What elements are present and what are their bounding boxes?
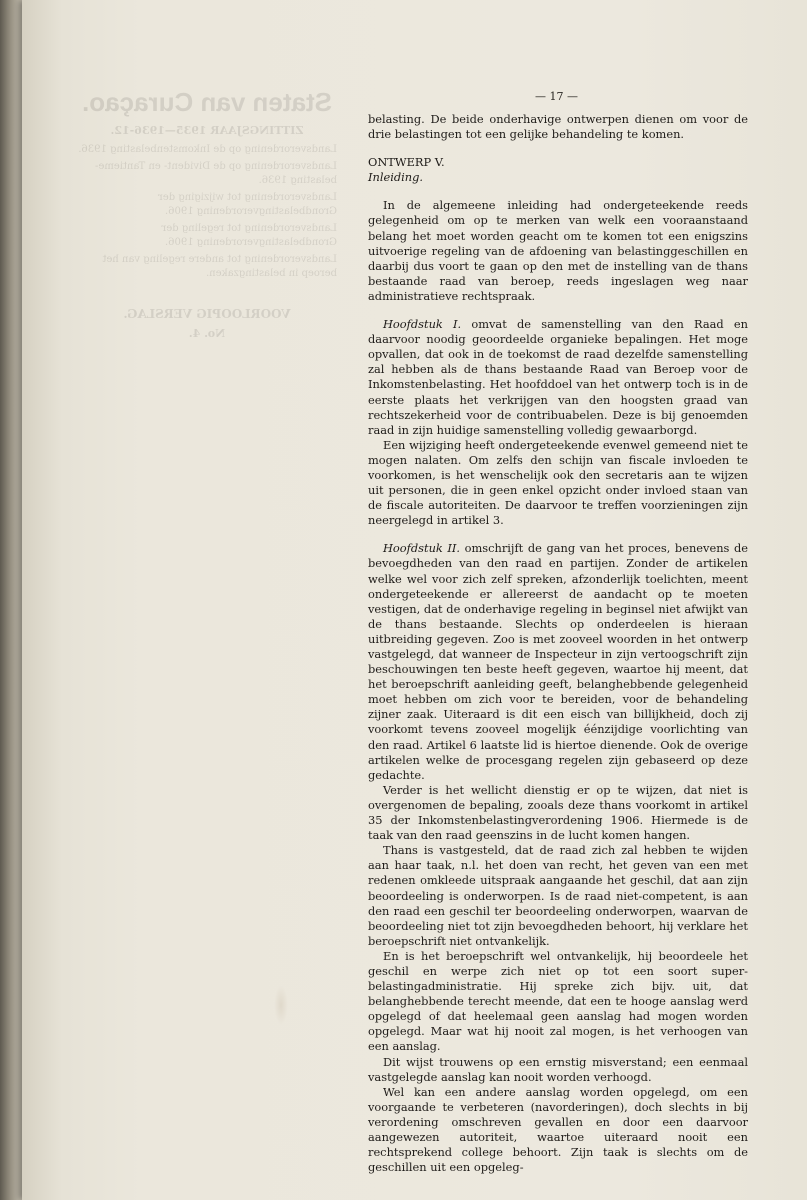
- paragraph: belasting. De beide onderhavige ontwerpen dienen om voor de drie belastingen tot een gelijke behandeling te komen.: [368, 112, 748, 142]
- chapter-label: Hoofdstuk I.: [383, 317, 462, 332]
- bleed-through-text: [77, 85, 337, 341]
- ghost-item: Landsverordening tot wijziging der Grondbelastingverordening 1906.: [158, 192, 337, 217]
- chapter-label: Hoofdstuk II.: [383, 541, 461, 556]
- paragraph: Thans is vastgesteld, dat de raad zich zal hebben te wijden aan haar taak, n.l. het doen van recht, het geven van een met redenen omkleede uitspraak aangaande het geschil, dat aan zijn beoordeeling is onderworpen. Is de raad niet-competent, is aan den raad een geschil ter beoordeeling onderworpen, waarvan de beoordeeling niet tot zijn bevoegdheden behoort, hij verklare het beroepschrift niet ontvankelijk.: [368, 843, 748, 948]
- ghost-title: Staten van Curaçao.: [82, 87, 332, 117]
- paragraph: Wel kan een andere aanslag worden opgelegd, om een voorgaande te verbeteren (navorderingen), doch slechts in bij verordening omschreven gevallen en door een daarvoor aangewezen autoriteit, waartoe uiteraard nooit een rechtsprekend college behoort. Zijn taak is slechts om de geschillen uit een opgeleg-: [368, 1084, 748, 1175]
- ghost-number: No. 4.: [188, 326, 226, 340]
- paragraph: En is het beroepschrift wel ontvankelijk, hij beoordeele het geschil en werpe zich niet op tot een soort super-belastingadministratie. Hij spreke zich bijv. uit, dat belanghebbende terecht meende, dat een te hooge aanslag werd opgelegd of dat heelemaal geen aanslag had mogen worden opgelegd. Maar wat hij nooit zal mogen, is het verhoogen van een aanslag.: [368, 948, 748, 1054]
- paragraph: Dit wijst trouwens op een ernstig misverstand; een eenmaal vastgelegde aanslag kan nooit worden verhoogd.: [368, 1054, 748, 1084]
- ghost-item: Landsverordening tot andere regeling van het beroep in belastingzaken.: [102, 254, 337, 279]
- section-heading: ONTWERP V.: [368, 155, 445, 170]
- ghost-item: Landsverordening op de Inkomstenbelasting 1936.: [78, 143, 337, 155]
- paper-stain: [274, 985, 288, 1025]
- paragraph: Verder is het wellicht dienstig er op te wijzen, dat niet is overgenomen de bepaling, zooals deze thans voorkomt in artikel 35 der Inkomstenbelastingverordening 1906. Hiermede is de taak van den raad geenszins in de lucht komen hangen.: [368, 782, 748, 843]
- paragraph: [368, 317, 748, 438]
- ghost-item: Landsverordening op de Divident- en Tantieme-belasting 1936.: [95, 161, 337, 186]
- ghost-heading: VOORLOOPIG VERSLAG.: [123, 307, 291, 322]
- paragraph-text: omschrijft de gang van het proces, benevens de bevoegdheden van den raad en partijen. Zonder de artikelen welke wel voor zich zelf spreken, afzonderlijk toelichten, meent ondergeteekende er allereerst de aandacht op te moeten vestigen, dat de onderhavige regeling in beginsel niet afwijkt van de thans bestaande. Slechts op onderdeelen is hieraan uitbreiding gegeven. Zoo is met zooveel woorden in het ontwerp vastgelegd, dat wanneer de Inspecteur in zijn vertoogschrift zijn beschouwingen ten beste heeft gegeven, waartoe hij meent, dat het beroepschrift aanleiding geeft, belanghebbende gelegenheid moet hebben om zich voor te bereiden, voor de behandeling zijner zaak. Uiteraard is dit een eisch van billijkheid, doch zij voorkomt tevens zooveel mogelijk éénzijdige voorlichting van den raad. Artikel 6 laatste lid is hiertoe dienende. Ook de overige artikelen welke de procesgang regelen zijn gebaseerd op deze gedachte.: [368, 541, 748, 782]
- paragraph: In de algemeene inleiding had ondergeteekende reeds gelegenheid om op te merken van welk een vooraanstaand belang het moet worden geacht om te komen tot een enigszins uitvoerige regeling van de afdoening van belastinggeschillen en daarbij dus voort te gaan op den met de instelling van de thans bestaande raad van beroep, reeds ingeslagen weg naar administratieve rechtspraak.: [368, 198, 748, 303]
- paragraph-text: omvat de samenstelling van den Raad en daarvoor noodig geoordeelde organieke bepalingen. Het moge opvallen, dat ook in de toekomst de raad dezelfde samenstelling zal hebben als de thans bestaande Raad van Beroep voor de Inkomstenbelasting. Het hoofddoel van het ontwerp toch is in de eerste plaats het verkrijgen van den hoogsten graad van rechtszekerheid voor de contribuabelen. Deze is bij genoemden raad in zijn huidige samenstelling volledig gewaarborgd.: [368, 317, 748, 437]
- ghost-subtitle: ZITTINGSJAAR 1935—1936-12.: [110, 124, 304, 138]
- paragraph: Een wijziging heeft ondergeteekende evenwel gemeend niet te mogen nalaten. Om zelfs den schijn van fiscale invloeden te voorkomen, is het wenschelijk ook den secretaris aan te wijzen uit personen, die in geen enkel opzicht onder invloed staan van de fiscale autoriteiten. De daarvoor te treffen voorzieningen zijn neergelegd in artikel 3.: [368, 437, 748, 528]
- text-column: [368, 112, 748, 1175]
- page-number: — 17 —: [535, 90, 578, 103]
- ghost-item: Landsverordening tot regeling der Grondbelastingverordening 1906.: [161, 223, 337, 248]
- section-subheading: Inleiding.: [368, 170, 424, 185]
- paragraph: [368, 541, 748, 783]
